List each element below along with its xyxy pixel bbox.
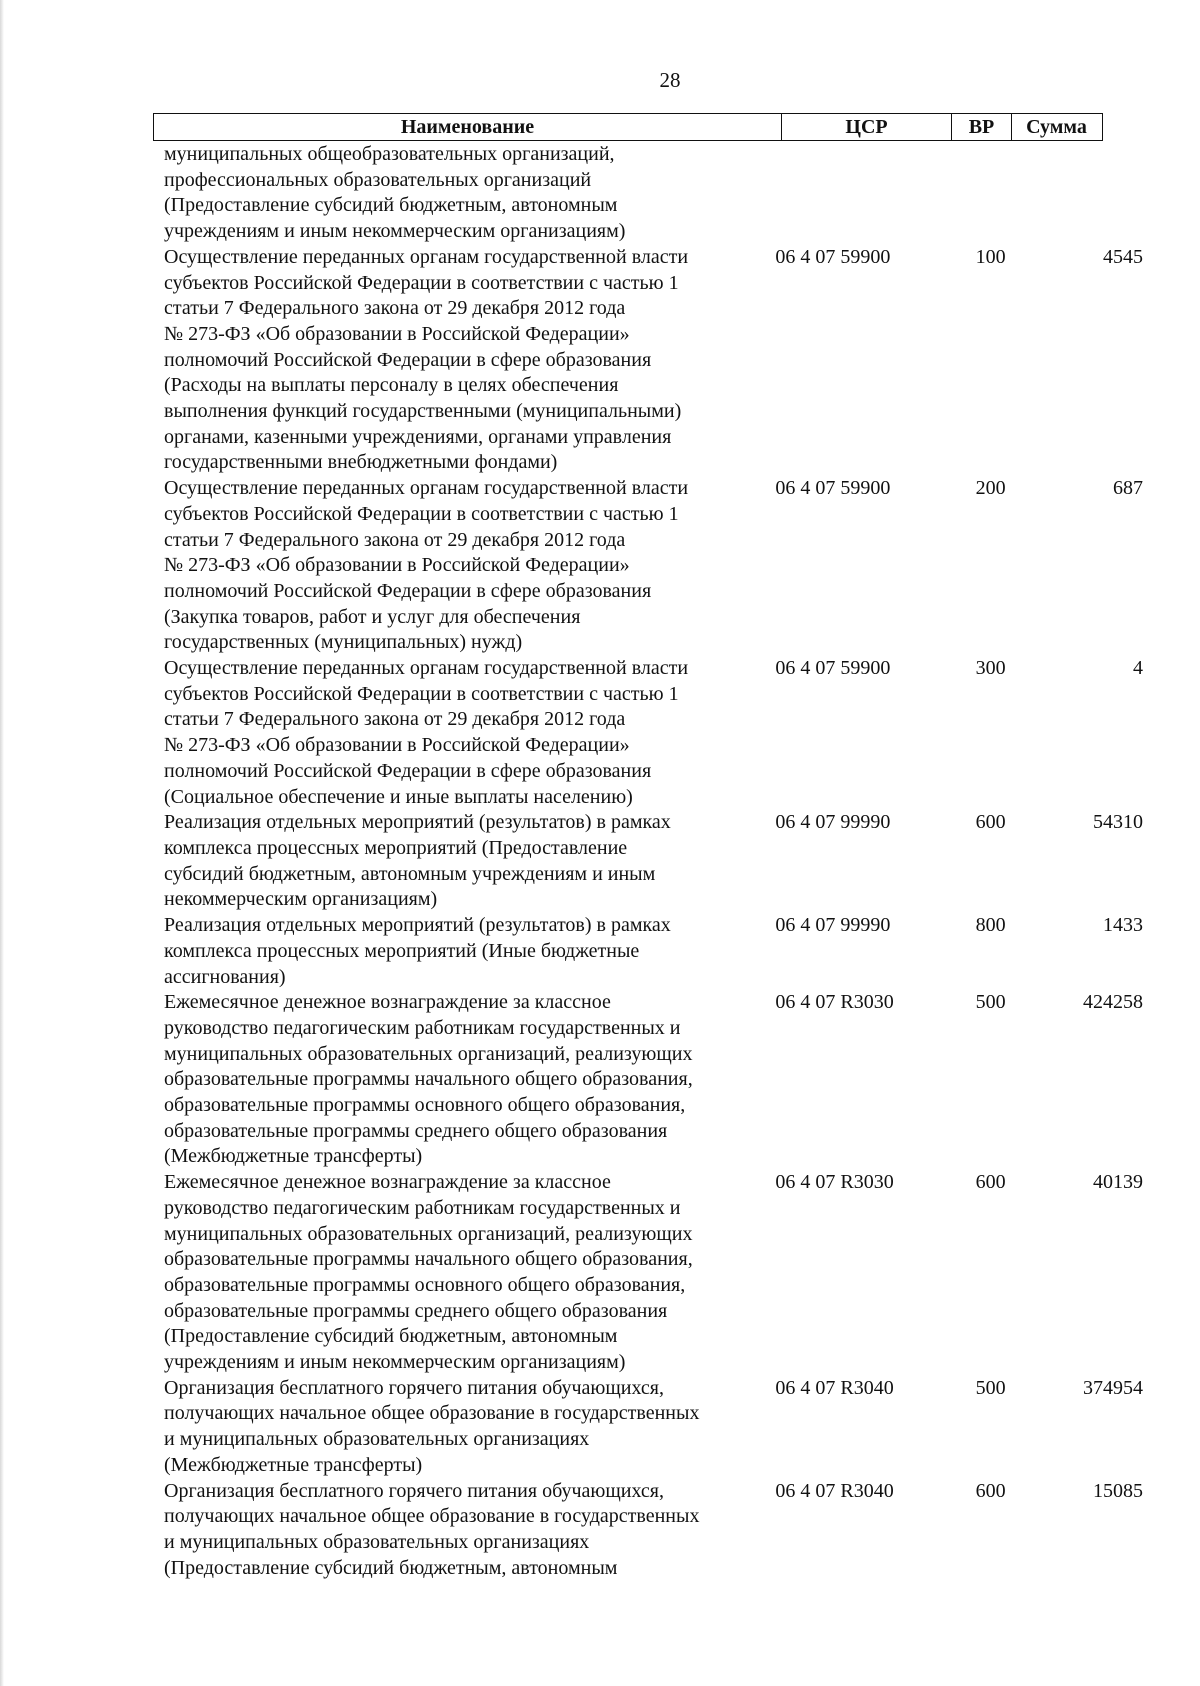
header-sum: Сумма	[1026, 116, 1087, 138]
row-vr: 500	[975, 991, 1006, 1014]
row-name: Организация бесплатного горячего питания обучающихся, получающих начальное общее образование в государственных и муниципальных образовательных организациях (Предоставление субсидий бюджетным, автономным	[164, 1479, 700, 1579]
row-name: Организация бесплатного горячего питания обучающихся, получающих начальное общее образование в государственных и муниципальных образовательных организациях (Межбюджетные трансферты)	[164, 1376, 700, 1476]
table-row	[153, 990, 1143, 1170]
row-vr: 600	[975, 1479, 1006, 1502]
row-name: Реализация отдельных мероприятий (результатов) в рамках комплекса процессных мероприятий (Предоставление субсидий бюджетным, автономным учреждениям и иным некоммерческим организациям)	[164, 811, 671, 911]
row-name: муниципальных общеобразовательных организаций, профессиональных образовательных организаций (Предоставление субсидий бюджетным, автономным учреждениям и иным некоммерческим организациям)	[164, 143, 626, 243]
row-name: Реализация отдельных мероприятий (результатов) в рамках комплекса процессных мероприятий (Иные бюджетные ассигнования)	[164, 914, 671, 988]
table-row	[153, 1479, 1143, 1582]
row-sum: 4545	[1103, 245, 1143, 268]
page-number: 28	[659, 68, 681, 92]
table-row	[153, 656, 1143, 810]
row-name: Осуществление переданных органам государственной власти субъектов Российской Федерации в соответствии с частью 1 статьи 7 Федерального закона от 29 декабря 2012 года № 273-ФЗ «Об образовании в Российской Федерации» полномочий Российской Федерации в сфере образования (Социальное обеспечение и иные выплаты населению)	[164, 657, 689, 808]
row-sum: 687	[1113, 477, 1143, 500]
header-vr: ВР	[952, 114, 1012, 140]
table-row	[153, 1376, 1143, 1479]
row-name: Ежемесячное денежное вознаграждение за классное руководство педагогическим работникам государственных и муниципальных образовательных организаций, реализующих образовательные программы начального общего образования, образовательные программы основного общего образования, образовательные программы среднего общего образования (Межбюджетные трансферты)	[164, 991, 693, 1168]
row-vr: 300	[975, 657, 1006, 680]
table-row	[153, 142, 1143, 245]
row-name: Осуществление переданных органам государственной власти субъектов Российской Федерации в соответствии с частью 1 статьи 7 Федерального закона от 29 декабря 2012 года № 273-ФЗ «Об образовании в Российской Федерации» полномочий Российской Федерации в сфере образования (Закупка товаров, работ и услуг для обеспечения государственных (муниципальных) нужд)	[164, 477, 689, 654]
header-name: Наименование	[154, 114, 782, 140]
row-csr: 06 4 07 R3040	[775, 1479, 894, 1502]
row-vr: 600	[975, 811, 1006, 834]
row-vr: 500	[975, 1376, 1006, 1399]
row-vr: 600	[975, 1171, 1006, 1194]
row-sum: 54310	[1093, 811, 1143, 834]
row-sum: 1433	[1103, 914, 1143, 937]
row-csr: 06 4 07 R3030	[775, 1171, 894, 1194]
row-sum: 40139	[1093, 1171, 1143, 1194]
row-csr: 06 4 07 R3030	[775, 991, 894, 1014]
row-csr: 06 4 07 59900	[775, 477, 891, 500]
row-sum: 374954	[1083, 1376, 1143, 1399]
row-vr: 100	[975, 245, 1006, 268]
row-csr: 06 4 07 99990	[775, 811, 891, 834]
row-sum: 4	[1133, 657, 1143, 680]
table-row	[153, 810, 1143, 913]
row-vr: 800	[975, 914, 1006, 937]
table-header	[153, 113, 1103, 141]
header-csr: ЦСР	[782, 114, 952, 140]
row-vr: 200	[975, 477, 1006, 500]
row-csr: 06 4 07 59900	[775, 657, 891, 680]
table-row	[153, 476, 1143, 656]
table-body	[153, 142, 1143, 1581]
table-row	[153, 913, 1143, 990]
row-csr: 06 4 07 R3040	[775, 1376, 894, 1399]
scan-edge	[0, 0, 4, 1686]
row-sum: 424258	[1083, 991, 1143, 1014]
table-row	[153, 245, 1143, 476]
row-name: Осуществление переданных органам государственной власти субъектов Российской Федерации в соответствии с частью 1 статьи 7 Федерального закона от 29 декабря 2012 года № 273-ФЗ «Об образовании в Российской Федерации» полномочий Российской Федерации в сфере образования (Расходы на выплаты персоналу в целях обеспечения выполнения функций государственными (муниципальными) органами, казенными учреждениями, органами управления государственными внебюджетными фондами)	[164, 245, 689, 474]
row-sum: 15085	[1093, 1479, 1143, 1502]
row-csr: 06 4 07 99990	[775, 914, 891, 937]
row-name: Ежемесячное денежное вознаграждение за классное руководство педагогическим работникам государственных и муниципальных образовательных организаций, реализующих образовательные программы начального общего образования, образовательные программы основного общего образования, образовательные программы среднего общего образования (Предоставление субсидий бюджетным, автономным учреждениям и иным некоммерческим организациям)	[164, 1171, 693, 1374]
row-csr: 06 4 07 59900	[775, 245, 891, 268]
table-row	[153, 1170, 1143, 1376]
